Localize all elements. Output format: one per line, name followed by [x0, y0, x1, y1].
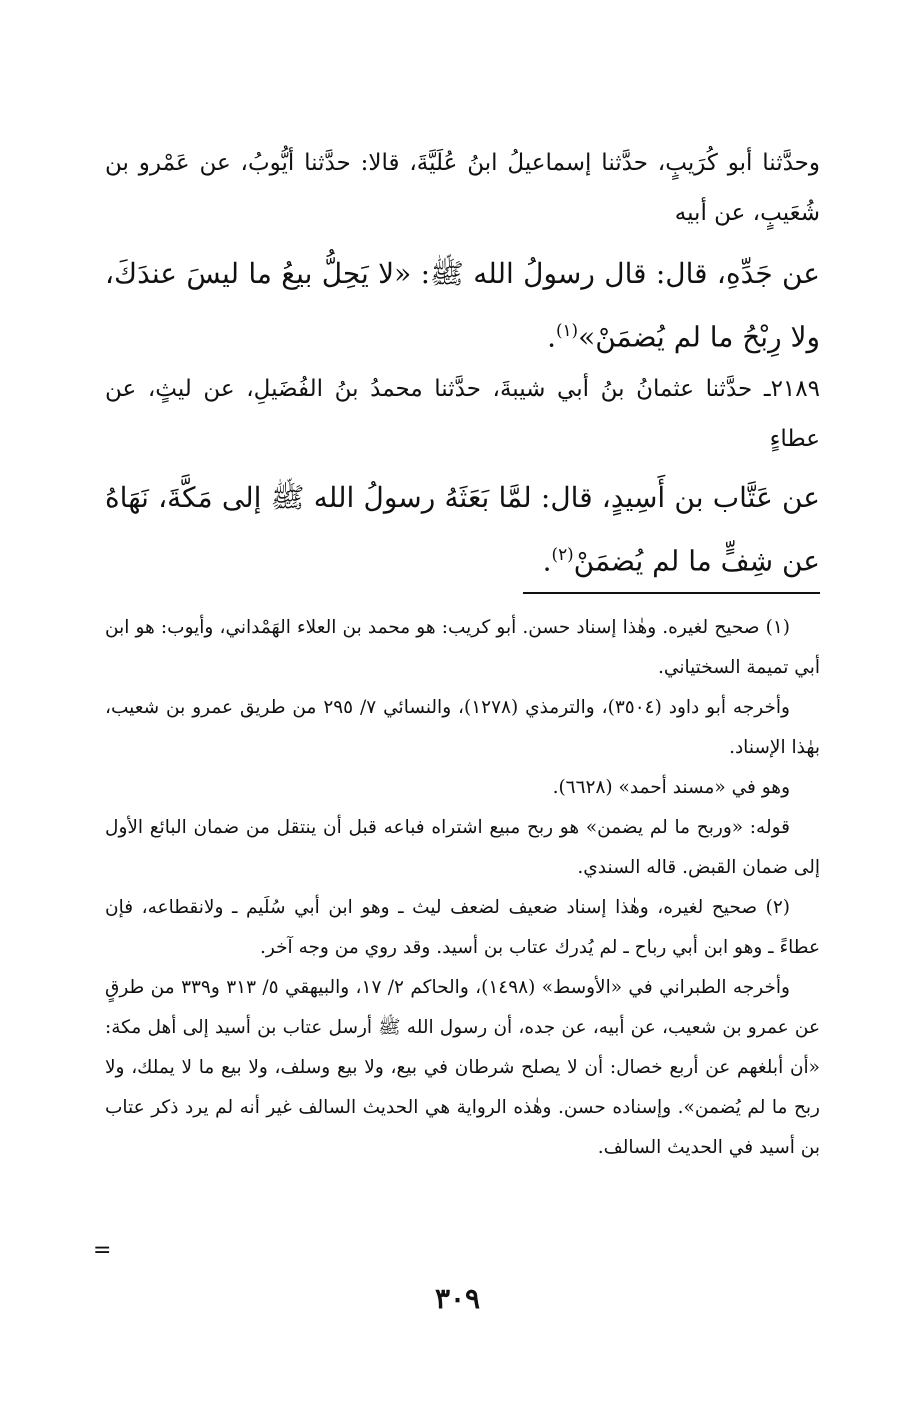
hadith-matn-1 — [105, 246, 820, 365]
footnote-1-paragraph-2: وأخرجه أبو داود (٣٥٠٤)، والترمذي (١٢٧٨)، والنسائي ٧/ ٢٩٥ من طريق عمرو بن شعيب، بهٰذا الإسناد. — [105, 697, 820, 758]
footnote-ref-1: (١) — [555, 320, 579, 340]
footnote-1-paragraph-4: قوله: «وربح ما لم يضمن» هو ربح مبيع اشتراه فباعه قبل أن ينتقل من ضمان البائع الأول إلى ضمان القبض. قاله السندي. — [105, 817, 820, 878]
page-number: ٣٠٩ — [434, 1282, 481, 1315]
footnote-separator — [523, 592, 820, 594]
isnad-chain-2-text: ٢١٨٩ـ حدَّثنا عثمانُ بنُ أبي شيبةَ، حدَّثنا محمدُ بنُ الفُضَيلِ، عن ليثٍ، عن عطاءٍ — [105, 376, 820, 452]
footnote-1-paragraph-3: وهو في «مسند أحمد» (٦٦٢٨). — [552, 777, 790, 798]
isnad-chain-1 — [105, 138, 820, 238]
hadith-matn-1-text: عن جَدِّهِ، قال: قال رسولُ الله ﷺ: «لا يَحِلُّ بيعُ ما ليسَ عندَكَ، ولا رِبْحُ ما لم يُضمَنْ» — [105, 257, 820, 354]
footnote-1-paragraph-1: (١) صحيح لغيره. وهٰذا إسناد حسن. أبو كريب: هو محمد بن العلاء الهَمْداني، وأيوب: هو ابن أبي تميمة السختياني. — [105, 617, 820, 678]
hadith-matn-2-paragraph — [105, 470, 820, 589]
footnote-2-paragraph-2: وأخرجه الطبراني في «الأوسط» (١٤٩٨)، والحاكم ٢/ ١٧، والبيهقي ٥/ ٣١٣ و٣٣٩ من طرقٍ عن عمرو بن شعيب، عن أبيه، عن جده، أن رسول الله ﷺ أرسل عتاب بن أسيد إلى أهل مكة: «أن أبلغهم عن أربع خصال: أن لا يصلح شرطان في بيع، ولا بيع وسلف، ولا بيع ما لا يملك، ولا ربح ما لم يُضمن». وإسناده حسن. وهٰذه الرواية هي الحديث السالف غير أنه لم يرد ذكر عتاب بن أسيد في الحديث السالف. — [105, 977, 820, 1158]
hadith-matn-2-text: عن عَتَّاب بن أَسِيدٍ، قال: لمَّا بَعَثَهُ رسولُ الله ﷺ إلى مَكَّةَ، نَهَاهُ عن شِفٍّ ما لم يُضمَنْ — [105, 481, 820, 578]
continuation-mark: = — [93, 1238, 112, 1263]
isnad-chain-2 — [105, 364, 820, 464]
footnote-ref-2: (٢) — [551, 544, 574, 564]
isnad-chain-1-text: وحدَّثنا أبو كُرَيبٍ، حدَّثنا إسماعيلُ ابنُ عُلَيَّةَ، قالا: حدَّثنا أيُّوبُ، عن عَمْرو بن شُعَيبٍ، عن أبيه — [105, 150, 820, 226]
hadith-matn-2-end: . — [542, 544, 552, 578]
footnote-2-paragraph-1: (٢) صحيح لغيره، وهٰذا إسناد ضعيف لضعف ليث ـ وهو ابن أبي سُلَيم ـ ولانقطاعه، فإن عطاءً ـ وهو ابن أبي رباح ـ لم يُدرك عتاب بن أسيد. وقد روي من وجه آخر. — [105, 897, 820, 958]
hadith-matn-1-paragraph — [105, 246, 820, 365]
hadith-matn-1-end: . — [547, 320, 556, 354]
footnotes — [105, 608, 820, 1168]
hadith-matn-2 — [105, 470, 820, 589]
